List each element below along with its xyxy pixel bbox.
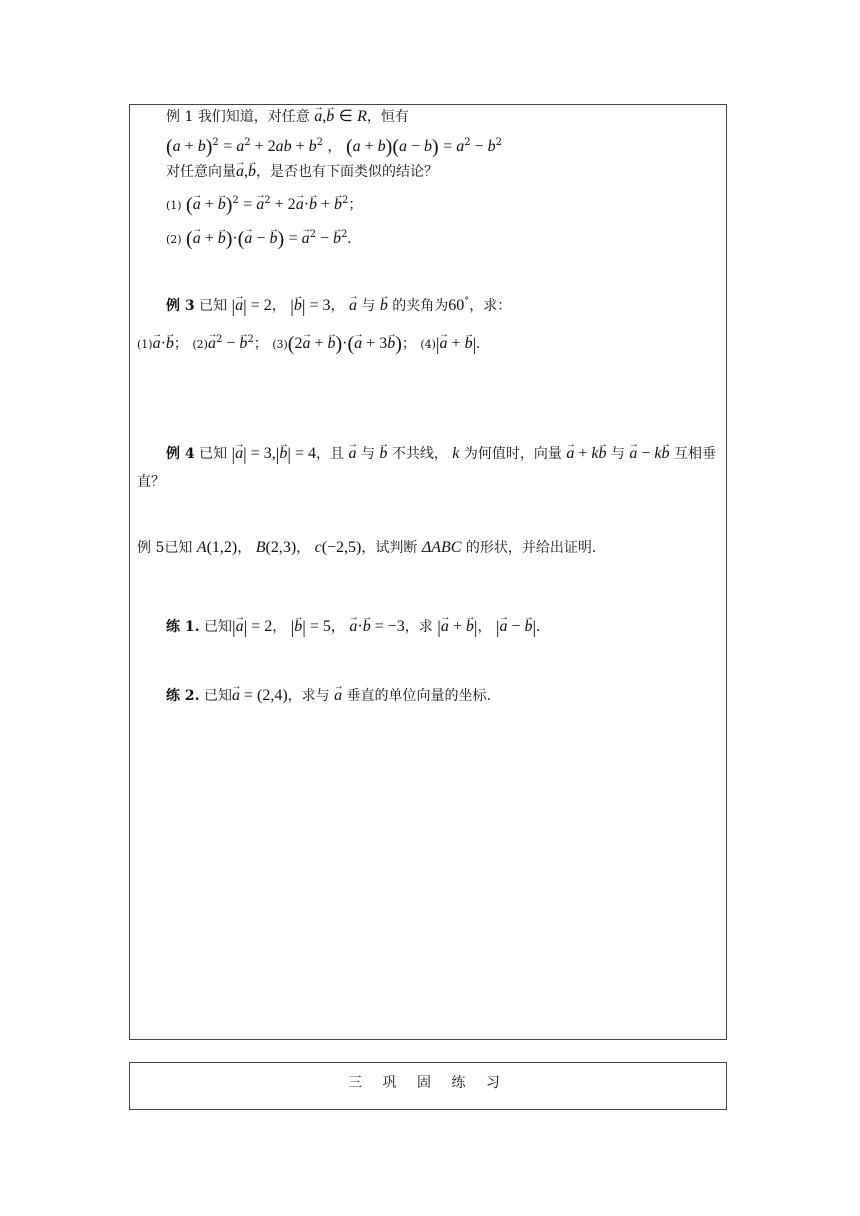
example-5-line: 例 5已知 A(1,2)， B(2,3)， c(−2,5)，试判断 ΔABC 的形状，并给出证明. xyxy=(137,539,597,556)
example-1-item-2: (2) (→ a + → b)·(→ a − → b) = → $a^2$ − → $b^2$. xyxy=(166,225,351,250)
example-1-question: 对任意向量→ a,→ b，是否也有下面类似的结论？ xyxy=(166,162,438,182)
example-3-parts: (1)→ a·→ b； $(2)\to a^2$ − → $b^2$； (3)(2→ a + → b)·(→ a + 3→ b)； (4)|→ a + → b|. xyxy=(137,330,480,355)
example-4-line-2: 直？ xyxy=(137,474,165,490)
section-title: 三 巩 固 练 习 xyxy=(348,1075,508,1091)
example-3-line-1: 例 3 已知 |→ a| = 2， |→ b| = 3， → a 与 → b 的夹角为60°，求： xyxy=(166,292,511,316)
example-1-item-1: (1) (→ a + → b)$^2$ = → $a^2 + 2\to a\cdot\to b$ + → $b^2$； xyxy=(166,191,362,216)
practice-1-line: 练 1. 已知|→ a| = 2， |→ b| = 5， → a·→ b = −3，求 |→ a + → b|， |→ a − → b|. xyxy=(166,617,540,637)
example-1-identities: $(a + b)^2 = a^2 + 2ab + b^2$ ， $(a + b)(a - b) = a^2 - b^2$ xyxy=(166,136,502,158)
example-4-line-1: 例 4 已知 |→ a| = 3,|→ b| = 4，且 → a 与 → b 不共线， k 为何值时，向量 → a + k→ b 与 → a − k→ b 互相垂 xyxy=(166,444,716,464)
example-1-line-1: 例 1 我们知道，对任意 → a,→ b ∈ R，恒有 xyxy=(166,107,409,127)
practice-2-line: 练 2. 已知→ a = (2,4)，求与 → a 垂直的单位向量的坐标. xyxy=(166,686,491,706)
section-header-box xyxy=(129,1062,727,1110)
